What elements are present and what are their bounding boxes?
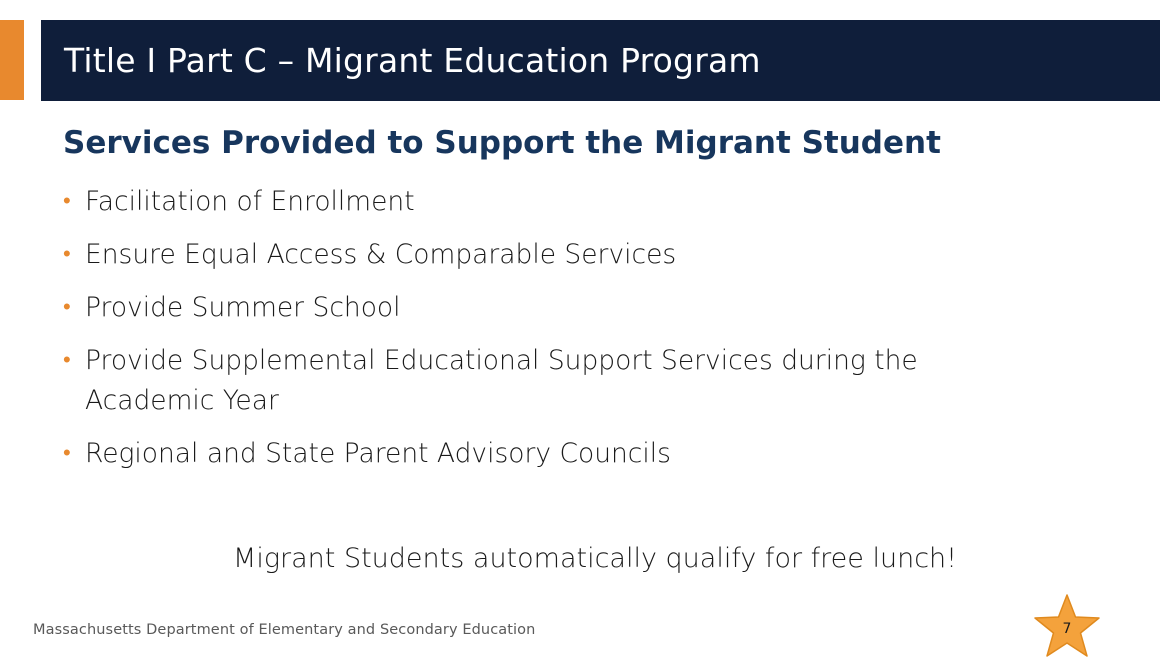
bullet-text: Provide Supplemental Educational Support Services during the Academic Year [85,345,918,416]
accent-bar [0,20,24,100]
bullet-text: Facilitation of Enrollment [85,186,415,217]
bullet-item [63,182,1053,222]
bullet-icon: • [63,295,71,320]
callout-text: Migrant Students automatically qualify for free lunch! [233,543,957,574]
footer-text: Massachusetts Department of Elementary and Secondary Education [33,622,536,638]
title-banner [41,20,1160,101]
bullet-icon: • [63,441,71,466]
slide-subtitle: Services Provided to Support the Migrant Student [63,125,941,161]
page-number: 7 [1062,621,1072,637]
bullet-list [63,182,1053,487]
bullet-text: Regional and State Parent Advisory Councils [85,438,671,469]
bullet-icon: • [63,189,71,214]
bullet-text: Provide Summer School [85,292,401,323]
bullet-icon: • [63,242,71,267]
bullet-icon: • [63,348,71,373]
bullet-text: Ensure Equal Access & Comparable Services [85,239,677,270]
bullet-item [63,434,1053,474]
slide-title: Title I Part C – Migrant Education Program [64,41,761,80]
bullet-item [63,341,1053,421]
bullet-item [63,235,1053,275]
bullet-item [63,288,1053,328]
